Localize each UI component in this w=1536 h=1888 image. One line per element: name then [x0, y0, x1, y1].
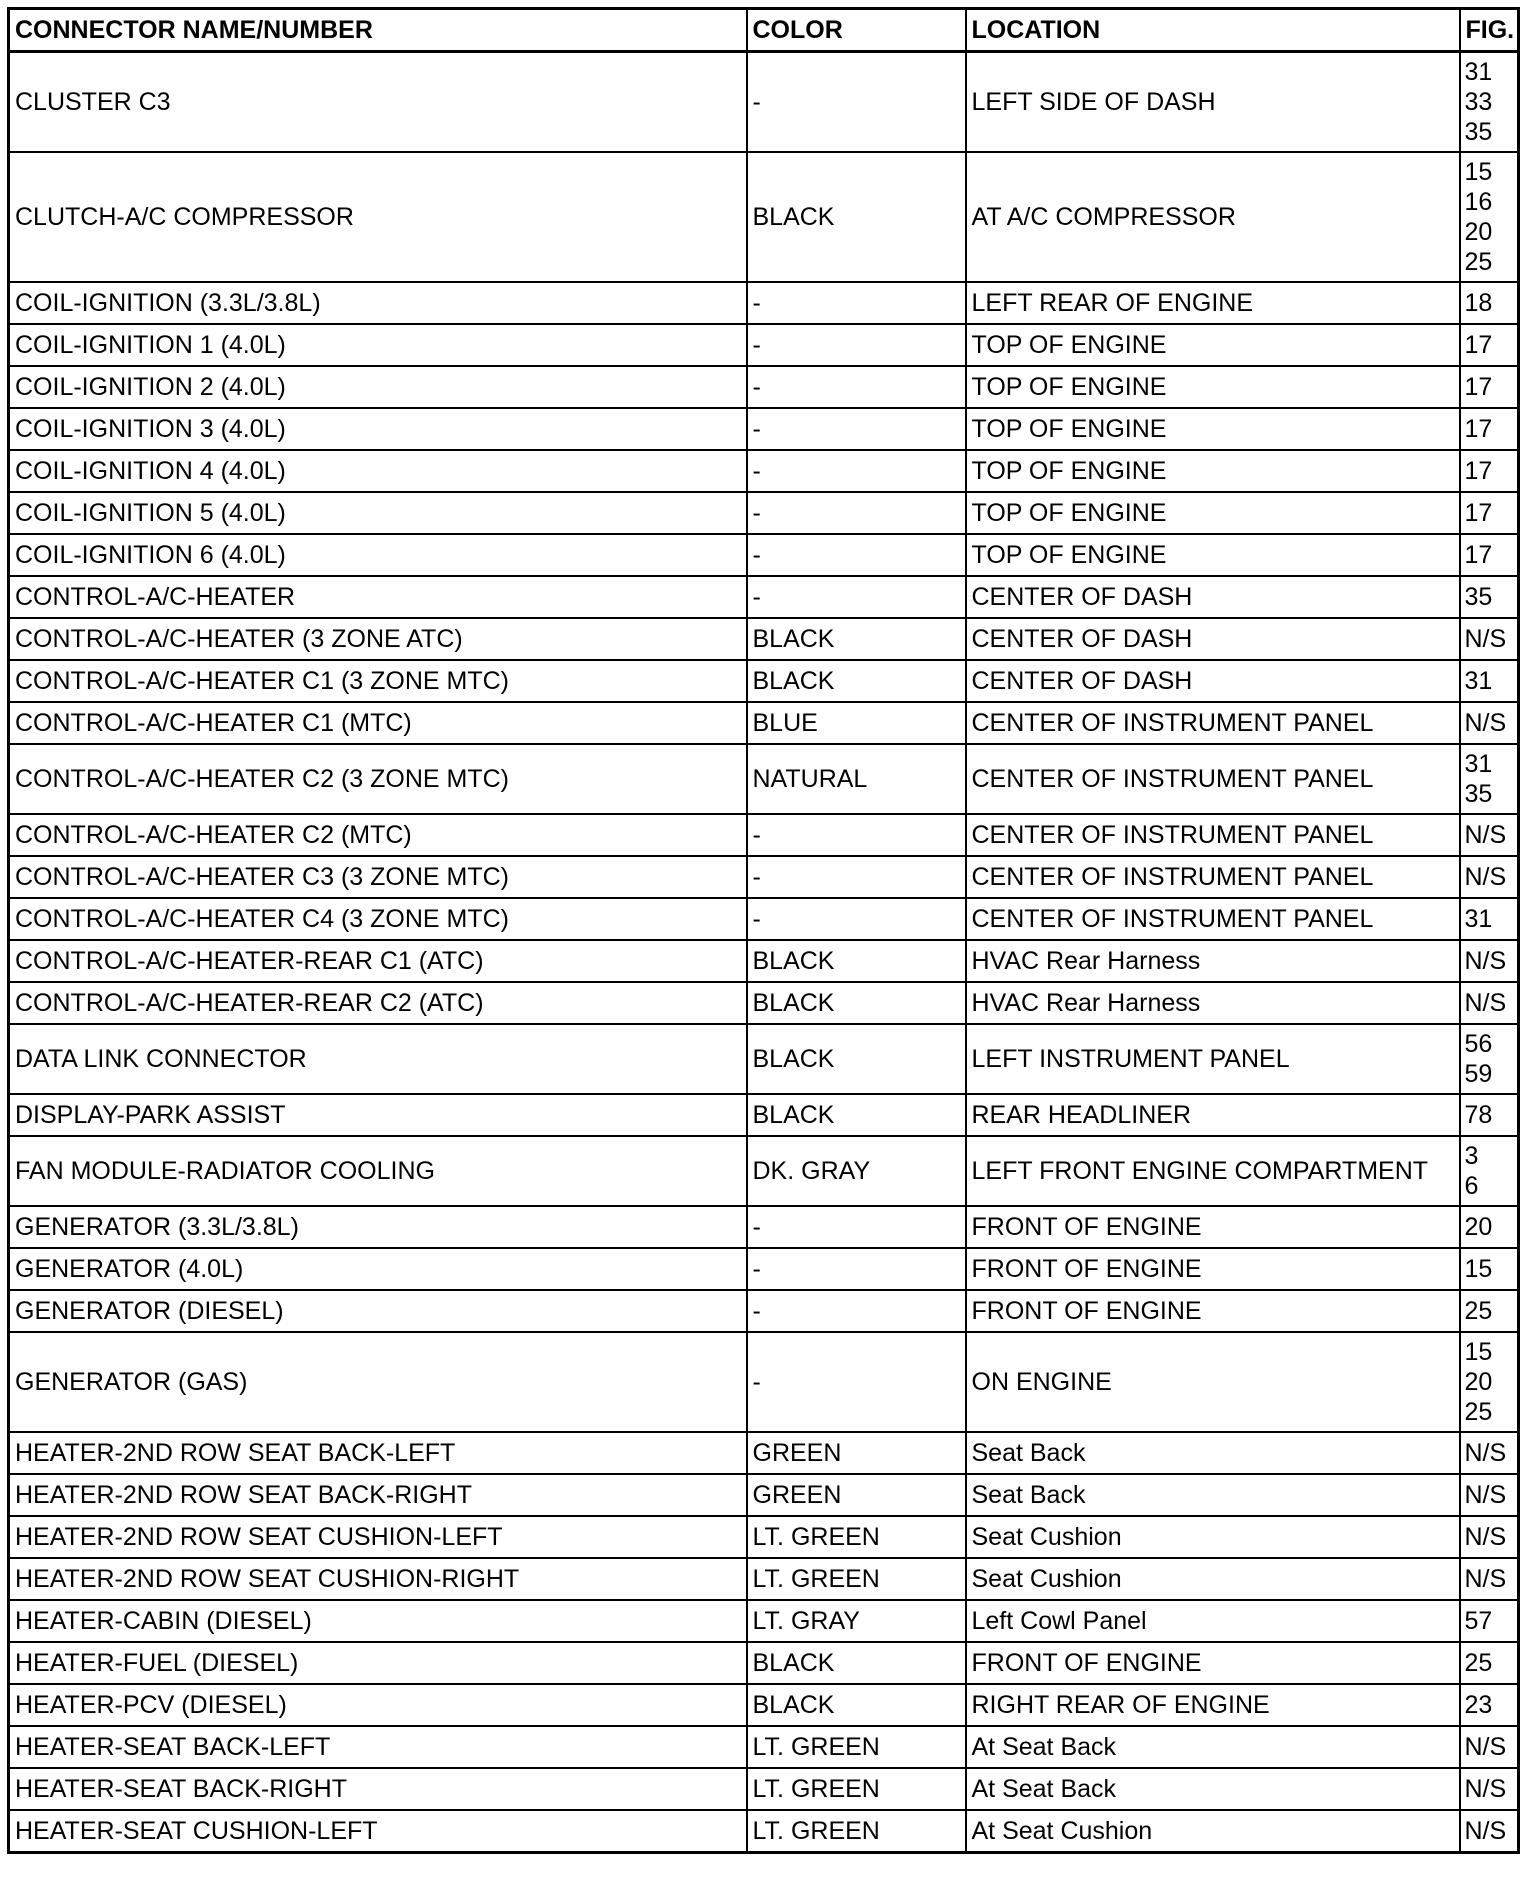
location-cell: FRONT OF ENGINE — [966, 1290, 1460, 1332]
fig-number: N/S — [1464, 1816, 1507, 1845]
location-cell: At Seat Back — [966, 1726, 1460, 1768]
color-cell: - — [747, 576, 966, 618]
table-row — [9, 618, 1519, 660]
color-cell: - — [747, 1332, 966, 1432]
color-cell: - — [747, 450, 966, 492]
fig-cell — [1460, 1474, 1519, 1516]
color-cell: DK. GRAY — [747, 1136, 966, 1206]
connector-name-cell: CONTROL-A/C-HEATER C3 (3 ZONE MTC) — [9, 856, 747, 898]
color-cell: LT. GREEN — [747, 1726, 966, 1768]
color-cell: BLACK — [747, 1642, 966, 1684]
location-cell: CENTER OF INSTRUMENT PANEL — [966, 856, 1460, 898]
color-cell: BLACK — [747, 1094, 966, 1136]
fig-number: 17 — [1464, 372, 1493, 401]
fig-cell — [1460, 1642, 1519, 1684]
color-cell: - — [747, 1248, 966, 1290]
location-cell: CENTER OF INSTRUMENT PANEL — [966, 702, 1460, 744]
color-cell: - — [747, 1206, 966, 1248]
header-location: LOCATION — [966, 9, 1460, 52]
color-cell: NATURAL — [747, 744, 966, 814]
fig-number: N/S — [1464, 624, 1507, 653]
color-cell: BLACK — [747, 940, 966, 982]
location-cell: FRONT OF ENGINE — [966, 1206, 1460, 1248]
color-cell: - — [747, 492, 966, 534]
location-cell: TOP OF ENGINE — [966, 408, 1460, 450]
fig-cell — [1460, 282, 1519, 324]
fig-number: N/S — [1464, 1732, 1507, 1761]
fig-cell — [1460, 898, 1519, 940]
location-cell: HVAC Rear Harness — [966, 982, 1460, 1024]
fig-cell — [1460, 744, 1519, 814]
color-cell: - — [747, 856, 966, 898]
color-cell: LT. GREEN — [747, 1558, 966, 1600]
location-cell: TOP OF ENGINE — [966, 366, 1460, 408]
fig-cell — [1460, 450, 1519, 492]
fig-number: 17 — [1464, 498, 1493, 527]
location-cell: CENTER OF DASH — [966, 576, 1460, 618]
fig-cell — [1460, 1516, 1519, 1558]
location-cell: Seat Cushion — [966, 1558, 1460, 1600]
fig-number: 15 — [1464, 157, 1493, 186]
connector-name-cell: CONTROL-A/C-HEATER C1 (MTC) — [9, 702, 747, 744]
fig-number: N/S — [1464, 820, 1507, 849]
connector-name-cell: HEATER-SEAT CUSHION-LEFT — [9, 1810, 747, 1853]
fig-cell — [1460, 576, 1519, 618]
location-cell: RIGHT REAR OF ENGINE — [966, 1684, 1460, 1726]
table-row — [9, 576, 1519, 618]
fig-number: 15 — [1464, 1337, 1493, 1366]
location-cell: TOP OF ENGINE — [966, 450, 1460, 492]
table-row — [9, 1684, 1519, 1726]
color-cell: LT. GRAY — [747, 1600, 966, 1642]
fig-cell — [1460, 52, 1519, 152]
fig-cell — [1460, 940, 1519, 982]
connector-name-cell: COIL-IGNITION 5 (4.0L) — [9, 492, 747, 534]
connector-name-cell: HEATER-2ND ROW SEAT CUSHION-RIGHT — [9, 1558, 747, 1600]
fig-number: 59 — [1464, 1059, 1493, 1088]
fig-number: 3 — [1464, 1141, 1479, 1170]
fig-cell — [1460, 1136, 1519, 1206]
location-cell: CENTER OF INSTRUMENT PANEL — [966, 898, 1460, 940]
table-row — [9, 1768, 1519, 1810]
fig-number: 17 — [1464, 414, 1493, 443]
fig-cell — [1460, 1332, 1519, 1432]
connector-name-cell: CONTROL-A/C-HEATER — [9, 576, 747, 618]
fig-number: N/S — [1464, 862, 1507, 891]
color-cell: - — [747, 898, 966, 940]
location-cell: LEFT INSTRUMENT PANEL — [966, 1024, 1460, 1094]
fig-cell — [1460, 152, 1519, 282]
color-cell: - — [747, 814, 966, 856]
table-row — [9, 1474, 1519, 1516]
fig-cell — [1460, 1094, 1519, 1136]
location-cell: LEFT FRONT ENGINE COMPARTMENT — [966, 1136, 1460, 1206]
table-body — [9, 52, 1519, 1853]
connector-name-cell: COIL-IGNITION 6 (4.0L) — [9, 534, 747, 576]
color-cell: LT. GREEN — [747, 1516, 966, 1558]
connector-name-cell: CONTROL-A/C-HEATER C1 (3 ZONE MTC) — [9, 660, 747, 702]
connector-name-cell: HEATER-PCV (DIESEL) — [9, 1684, 747, 1726]
header-connector-name: CONNECTOR NAME/NUMBER — [9, 9, 747, 52]
fig-number: 17 — [1464, 540, 1493, 569]
table-row — [9, 1642, 1519, 1684]
color-cell: - — [747, 324, 966, 366]
location-cell: CENTER OF INSTRUMENT PANEL — [966, 744, 1460, 814]
connector-name-cell: HEATER-2ND ROW SEAT CUSHION-LEFT — [9, 1516, 747, 1558]
table-row — [9, 1024, 1519, 1094]
location-cell: Left Cowl Panel — [966, 1600, 1460, 1642]
connector-name-cell: CONTROL-A/C-HEATER-REAR C1 (ATC) — [9, 940, 747, 982]
connector-name-cell: GENERATOR (DIESEL) — [9, 1290, 747, 1332]
location-cell: CENTER OF INSTRUMENT PANEL — [966, 814, 1460, 856]
location-cell: TOP OF ENGINE — [966, 534, 1460, 576]
connector-name-cell: CONTROL-A/C-HEATER-REAR C2 (ATC) — [9, 982, 747, 1024]
fig-number: 33 — [1464, 87, 1493, 116]
table-row — [9, 534, 1519, 576]
table-row — [9, 814, 1519, 856]
table-row — [9, 1726, 1519, 1768]
table-row — [9, 1558, 1519, 1600]
connector-name-cell: HEATER-2ND ROW SEAT BACK-LEFT — [9, 1432, 747, 1474]
fig-cell — [1460, 534, 1519, 576]
fig-number: 18 — [1464, 288, 1493, 317]
fig-number: 35 — [1464, 582, 1493, 611]
connector-name-cell: GENERATOR (3.3L/3.8L) — [9, 1206, 747, 1248]
fig-cell — [1460, 1290, 1519, 1332]
connector-name-cell: CONTROL-A/C-HEATER C4 (3 ZONE MTC) — [9, 898, 747, 940]
table-row — [9, 856, 1519, 898]
fig-number: 31 — [1464, 57, 1493, 86]
fig-number: 25 — [1464, 1648, 1493, 1677]
fig-cell — [1460, 814, 1519, 856]
fig-number: N/S — [1464, 1564, 1507, 1593]
connector-name-cell: HEATER-SEAT BACK-RIGHT — [9, 1768, 747, 1810]
connector-name-cell: COIL-IGNITION 2 (4.0L) — [9, 366, 747, 408]
color-cell: BLACK — [747, 660, 966, 702]
header-color: COLOR — [747, 9, 966, 52]
connector-name-cell: CONTROL-A/C-HEATER C2 (MTC) — [9, 814, 747, 856]
table-row — [9, 1248, 1519, 1290]
fig-cell — [1460, 1024, 1519, 1094]
fig-cell — [1460, 982, 1519, 1024]
fig-number: 23 — [1464, 1690, 1493, 1719]
fig-number: 25 — [1464, 247, 1493, 276]
table-row — [9, 324, 1519, 366]
location-cell: TOP OF ENGINE — [966, 492, 1460, 534]
location-cell: Seat Cushion — [966, 1516, 1460, 1558]
color-cell: GREEN — [747, 1474, 966, 1516]
fig-cell — [1460, 324, 1519, 366]
location-cell: REAR HEADLINER — [966, 1094, 1460, 1136]
table-row — [9, 1810, 1519, 1853]
fig-number: 25 — [1464, 1397, 1493, 1426]
fig-number: N/S — [1464, 946, 1507, 975]
table-row — [9, 982, 1519, 1024]
connector-name-cell: FAN MODULE-RADIATOR COOLING — [9, 1136, 747, 1206]
color-cell: - — [747, 366, 966, 408]
table-row — [9, 1206, 1519, 1248]
connector-name-cell: CLUSTER C3 — [9, 52, 747, 152]
fig-number: 31 — [1464, 666, 1493, 695]
fig-number: 16 — [1464, 187, 1493, 216]
fig-cell — [1460, 660, 1519, 702]
color-cell: BLACK — [747, 618, 966, 660]
fig-number: N/S — [1464, 988, 1507, 1017]
location-cell: FRONT OF ENGINE — [966, 1642, 1460, 1684]
location-cell: LEFT SIDE OF DASH — [966, 52, 1460, 152]
table-row — [9, 940, 1519, 982]
fig-number: N/S — [1464, 1522, 1507, 1551]
connector-name-cell: GENERATOR (4.0L) — [9, 1248, 747, 1290]
color-cell: BLACK — [747, 982, 966, 1024]
header-row — [9, 9, 1519, 52]
table-row — [9, 52, 1519, 152]
table-row — [9, 450, 1519, 492]
fig-number: 57 — [1464, 1606, 1493, 1635]
location-cell: ON ENGINE — [966, 1332, 1460, 1432]
connector-name-cell: HEATER-SEAT BACK-LEFT — [9, 1726, 747, 1768]
fig-number: N/S — [1464, 708, 1507, 737]
location-cell: AT A/C COMPRESSOR — [966, 152, 1460, 282]
connector-table — [7, 7, 1520, 1854]
table-row — [9, 898, 1519, 940]
location-cell: At Seat Back — [966, 1768, 1460, 1810]
fig-cell — [1460, 1810, 1519, 1853]
color-cell: - — [747, 534, 966, 576]
table-row — [9, 492, 1519, 534]
table-row — [9, 152, 1519, 282]
fig-cell — [1460, 366, 1519, 408]
color-cell: - — [747, 282, 966, 324]
fig-number: 6 — [1464, 1171, 1479, 1200]
table-row — [9, 408, 1519, 450]
fig-cell — [1460, 1684, 1519, 1726]
color-cell: - — [747, 1290, 966, 1332]
fig-cell — [1460, 1600, 1519, 1642]
location-cell: CENTER OF DASH — [966, 618, 1460, 660]
fig-number: 17 — [1464, 330, 1493, 359]
fig-cell — [1460, 1432, 1519, 1474]
fig-number: 31 — [1464, 749, 1493, 778]
fig-cell — [1460, 1726, 1519, 1768]
color-cell: LT. GREEN — [747, 1768, 966, 1810]
fig-cell — [1460, 408, 1519, 450]
fig-cell — [1460, 1558, 1519, 1600]
connector-name-cell: COIL-IGNITION 1 (4.0L) — [9, 324, 747, 366]
fig-number: 25 — [1464, 1296, 1493, 1325]
table-row — [9, 282, 1519, 324]
fig-number: N/S — [1464, 1438, 1507, 1467]
connector-name-cell: COIL-IGNITION (3.3L/3.8L) — [9, 282, 747, 324]
fig-number: 20 — [1464, 217, 1493, 246]
color-cell: LT. GREEN — [747, 1810, 966, 1853]
table-row — [9, 1136, 1519, 1206]
location-cell: LEFT REAR OF ENGINE — [966, 282, 1460, 324]
fig-number: 35 — [1464, 779, 1493, 808]
table-row — [9, 1332, 1519, 1432]
fig-number: 31 — [1464, 904, 1493, 933]
fig-number: 20 — [1464, 1367, 1493, 1396]
fig-cell — [1460, 1768, 1519, 1810]
fig-cell — [1460, 1206, 1519, 1248]
fig-cell — [1460, 492, 1519, 534]
fig-cell — [1460, 856, 1519, 898]
color-cell: - — [747, 52, 966, 152]
table-row — [9, 1600, 1519, 1642]
location-cell: Seat Back — [966, 1474, 1460, 1516]
fig-cell — [1460, 618, 1519, 660]
fig-number: 35 — [1464, 117, 1493, 146]
color-cell: BLACK — [747, 1684, 966, 1726]
table-row — [9, 1516, 1519, 1558]
header-fig: FIG. — [1460, 9, 1519, 52]
table-row — [9, 702, 1519, 744]
connector-name-cell: HEATER-FUEL (DIESEL) — [9, 1642, 747, 1684]
connector-name-cell: HEATER-2ND ROW SEAT BACK-RIGHT — [9, 1474, 747, 1516]
location-cell: TOP OF ENGINE — [966, 324, 1460, 366]
color-cell: BLACK — [747, 1024, 966, 1094]
fig-cell — [1460, 1248, 1519, 1290]
fig-cell — [1460, 702, 1519, 744]
table-row — [9, 1290, 1519, 1332]
connector-name-cell: CONTROL-A/C-HEATER (3 ZONE ATC) — [9, 618, 747, 660]
connector-name-cell: COIL-IGNITION 4 (4.0L) — [9, 450, 747, 492]
color-cell: - — [747, 408, 966, 450]
table-row — [9, 366, 1519, 408]
fig-number: 78 — [1464, 1100, 1493, 1129]
fig-number: N/S — [1464, 1774, 1507, 1803]
table-row — [9, 1432, 1519, 1474]
table-row — [9, 660, 1519, 702]
connector-name-cell: GENERATOR (GAS) — [9, 1332, 747, 1432]
table-row — [9, 744, 1519, 814]
connector-name-cell: CLUTCH-A/C COMPRESSOR — [9, 152, 747, 282]
color-cell: BLUE — [747, 702, 966, 744]
connector-name-cell: HEATER-CABIN (DIESEL) — [9, 1600, 747, 1642]
fig-number: N/S — [1464, 1480, 1507, 1509]
connector-name-cell: CONTROL-A/C-HEATER C2 (3 ZONE MTC) — [9, 744, 747, 814]
location-cell: HVAC Rear Harness — [966, 940, 1460, 982]
fig-number: 20 — [1464, 1212, 1493, 1241]
location-cell: CENTER OF DASH — [966, 660, 1460, 702]
table-row — [9, 1094, 1519, 1136]
connector-name-cell: DATA LINK CONNECTOR — [9, 1024, 747, 1094]
location-cell: At Seat Cushion — [966, 1810, 1460, 1853]
color-cell: BLACK — [747, 152, 966, 282]
location-cell: FRONT OF ENGINE — [966, 1248, 1460, 1290]
fig-number: 17 — [1464, 456, 1493, 485]
connector-name-cell: DISPLAY-PARK ASSIST — [9, 1094, 747, 1136]
fig-number: 56 — [1464, 1029, 1493, 1058]
location-cell: Seat Back — [966, 1432, 1460, 1474]
color-cell: GREEN — [747, 1432, 966, 1474]
fig-number: 15 — [1464, 1254, 1493, 1283]
connector-name-cell: COIL-IGNITION 3 (4.0L) — [9, 408, 747, 450]
